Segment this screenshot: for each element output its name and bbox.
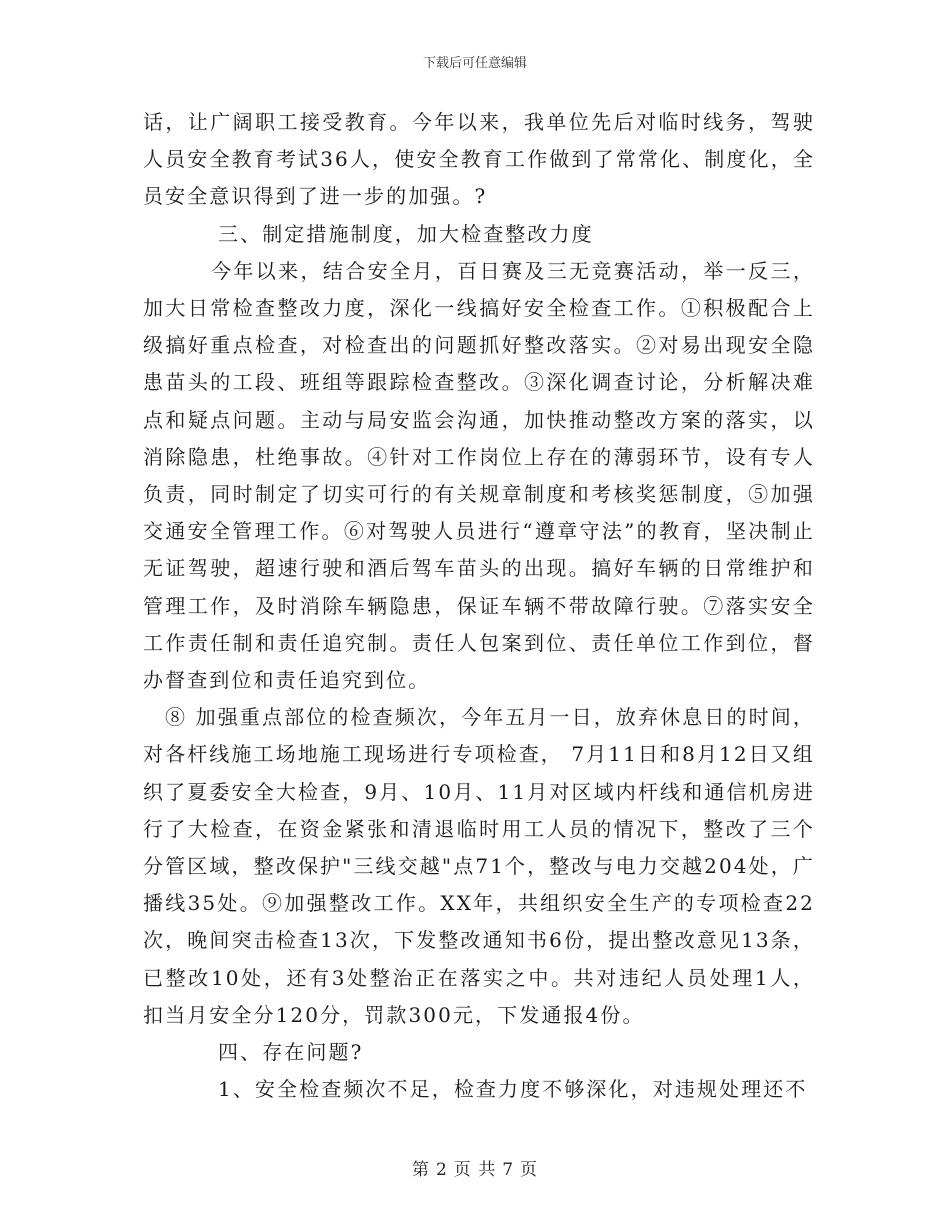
paragraph-key-site-inspections: ⑧ 加强重点部位的检查频次，今年五月一日，放弃休息日的时间，对各杆线施工场地施工现场进行专项检查， 7月11日和8月12日又组织了夏委安全大检查，9月、10月、11月对区域内杆线和通信机房进行了大检查，在资金紧张和清退临时用工人员的情况下，整改了三个分管区域，整改保护"三线交越"点71个，整改与电力交越204处，广播线35处。⑨加强整改工作。XX年，共组织安全生产的专项检查22次，晚间突击检查13次，下发整改通知书6份，提出整改意见13条，已整改10处，还有3处整治正在落实之中。共对违纪人员处理1人，扣当月安全分120分，罚款300元，下发通报4份。 [143,705,816,1027]
section-heading-3: 三、制定措施制度，加大检查整改力度 [218,221,594,246]
footer-suffix: 页 [520,1160,539,1180]
header-text: 下载后可任意编辑 [422,56,527,71]
paragraph-existing-problems: 1、安全检查频次不足，检查力度不够深化，对违规处理还不 [218,1077,808,1102]
page-header [0,52,950,71]
section-heading-4: 四、存在问题? [218,1040,364,1065]
paragraph-education-summary: 话，让广阔职工接受教育。今年以来，我单位先后对临时线务，驾驶人员安全教育考试36人，使安全教育工作做到了常常化、制度化，全员安全意识得到了进一步的加强。? [143,110,815,209]
paragraph-inspection-measures: 今年以来，结合安全月，百日赛及三无竞赛活动，举一反三，加大日常检查整改力度，深化一线搞好安全检查工作。①积极配合上级搞好重点检查，对检查出的问题抓好整改落实。②对易出现安全隐患苗头的工段、班组等跟踪检查整改。③深化调查讨论，分析解决难点和疑点问题。主动与局安监会沟通，加快推动整改方案的落实，以消除隐患，杜绝事故。④针对工作岗位上存在的薄弱环节，设有专人负责，同时制定了切实可行的有关规章制度和考核奖惩制度，⑤加强交通安全管理工作。⑥对驾驶人员进行“遵章守法”的教育，坚决制止无证驾驶，超速行驶和酒后驾车苗头的出现。搞好车辆的日常维护和管理工作，及时消除车辆隐患，保证车辆不带故障行驶。⑦落实安全工作责任制和责任追究制。责任人包案到位、责任单位工作到位，督办督查到位和责任追究到位。 [143,258,815,693]
total-pages-number: 7 [502,1160,515,1180]
footer-mid: 页 共 [453,1160,497,1180]
current-page-number: 2 [435,1160,448,1180]
document-body [143,104,815,1108]
footer-prefix: 第 [411,1160,430,1180]
page-footer [0,1155,950,1180]
